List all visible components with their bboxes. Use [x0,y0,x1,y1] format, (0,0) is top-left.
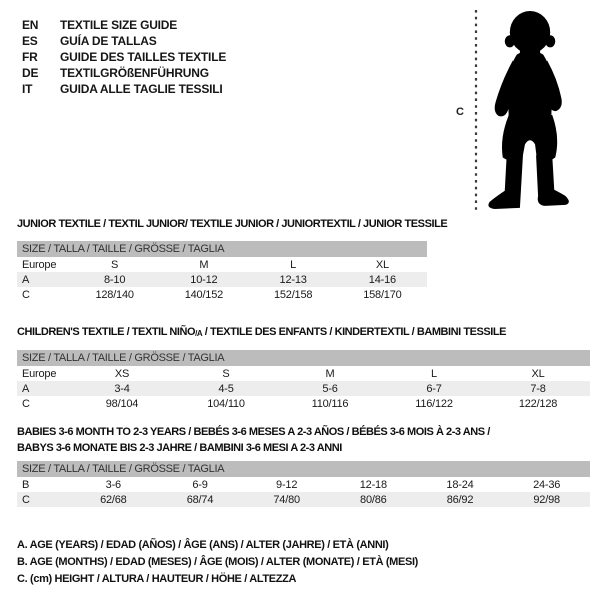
cell-value: M [325,367,335,380]
cell-value: 10-12 [190,273,218,286]
cell-value: 24-36 [533,478,561,491]
legend-line-a: A. AGE (YEARS) / EDAD (AÑOS) / ÂGE (ANS) / ALTER (JAHRE) / ETÀ (ANNI) [17,539,389,551]
table-row-babies-b [17,477,590,492]
cell-value: 128/140 [95,288,134,301]
cell-value: 6-9 [192,478,208,491]
language-row-de [22,65,226,81]
row-label: Europe [22,258,57,271]
cell-value: L [290,258,297,271]
cell-value: 12-13 [279,273,307,286]
table-row-children-a [17,381,590,396]
row-label: A [22,382,30,395]
cell-value: 4-5 [218,382,234,395]
cell-value: 5-6 [322,382,338,395]
row-label: A [22,273,30,286]
cell-value: L [431,367,437,380]
cell-value: 110/116 [311,397,349,410]
cell-value: 98/104 [105,397,139,410]
cell-value: 116/122 [415,397,453,410]
row-label: C [22,397,30,410]
cell-value: 74/80 [273,493,300,506]
row-label: B [22,478,30,491]
toddler-silhouette-icon [483,8,575,215]
size-table-junior [17,216,448,302]
cell-value: 7-8 [530,382,546,395]
language-code: EN [22,18,39,32]
cell-value: XL [531,367,545,380]
legend-line-b: B. AGE (MONTHS) / EDAD (MESES) / ÂGE (MOIS) / ALTER (MONATE) / ETÀ (MESI) [17,556,418,568]
language-row-it [22,81,226,97]
language-label: GUIDA ALLE TAGLIE TESSILI [60,82,223,96]
table-title-babies: BABIES 3-6 MONTH TO 2-3 YEARS / BEBÉS 3-6 MESES A 2-3 AÑOS / BÉBÉS 3-6 MOIS À 2-3 ANS / BABYS 3-6 MONATE BIS 2-3 JAHRE / BAMBINI 3-6 MESI A 2-3 ANNI [17,426,490,454]
legend-line-c: C. (cm) HEIGHT / ALTURA / HAUTEUR / HÖHE / ALTEZZA [17,573,297,585]
table-row-babies-c [17,492,590,507]
size-table-children [17,324,590,411]
table-title-children: CHILDREN'S TEXTILE / TEXTIL NIÑO/A / TEXTILE DES ENFANTS / KINDERTEXTIL / BAMBINI TESSILE [17,326,507,338]
cell-value: 8-10 [104,273,126,286]
cell-value: 9-12 [276,478,298,491]
cell-value: M [199,258,209,271]
language-label: GUIDE DES TAILLES TEXTILE [60,50,227,64]
cell-value: 80/86 [360,493,387,506]
cell-value: 62/68 [100,493,127,506]
table-row-junior-a [17,272,427,287]
cell-value: 92/98 [533,493,560,506]
cell-value: XL [375,258,389,271]
cell-value: 3-4 [114,382,130,395]
cell-value: 86/92 [446,493,474,506]
size-header-bar: SIZE / TALLA / TAILLE / GRÖSSE / TAGLIA [17,350,590,366]
cell-value: 152/158 [273,288,313,301]
cell-value: 6-7 [426,382,442,395]
legend [17,537,418,588]
size-table-babies [17,424,590,507]
language-label: TEXTILGRÖßENFÜHRUNG [60,66,209,80]
table-title-junior: JUNIOR TEXTILE / TEXTIL JUNIOR/ TEXTILE JUNIOR / JUNIORTEXTIL / JUNIOR TESSILE [17,218,448,230]
cell-value: 140/152 [184,288,224,301]
size-header-bar: SIZE / TALLA / TAILLE / GRÖSSE / TAGLIA [17,241,427,257]
language-code: ES [22,34,38,48]
language-header [22,17,226,97]
cell-value: 12-18 [359,478,387,491]
cell-value: S [222,367,230,380]
language-code: IT [22,82,33,96]
row-label: C [22,493,30,506]
cell-value: 122/128 [518,397,558,410]
language-row-fr [22,49,226,65]
language-code: FR [22,50,38,64]
language-label: TEXTILE SIZE GUIDE [60,18,178,32]
cell-value: 18-24 [446,478,474,491]
cell-value: 14-16 [368,273,396,286]
language-code: DE [22,66,39,80]
language-row-es [22,33,226,49]
language-label: GUÍA DE TALLAS [60,34,157,48]
cell-value: 104/110 [207,397,245,410]
size-header-bar: SIZE / TALLA / TAILLE / GRÖSSE / TAGLIA [17,461,590,477]
cell-value: 158/170 [363,288,402,301]
language-row-en [22,17,226,33]
table-row-junior-europe [17,257,427,272]
table-row-children-c [17,396,590,411]
table-row-children-europe [17,366,590,381]
cell-value: XS [114,367,130,380]
height-dotted-line [474,10,478,210]
child-height-figure [450,8,598,220]
cell-value: 3-6 [105,478,121,491]
row-label: C [22,288,30,301]
cell-value: 68/74 [186,493,214,506]
cell-value: S [111,258,119,271]
table-row-junior-c [17,287,427,302]
height-measure-label: C [456,106,464,118]
row-label: Europe [22,367,57,380]
